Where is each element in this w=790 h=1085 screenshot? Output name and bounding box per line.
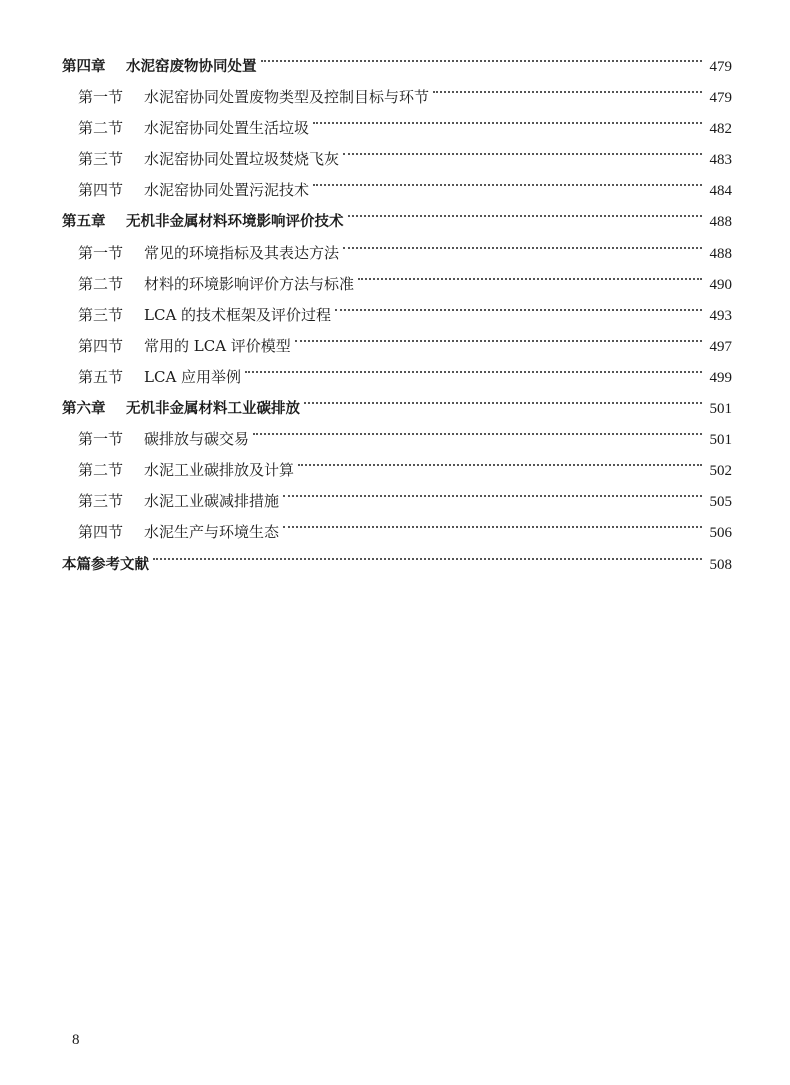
page-ref: 501 xyxy=(709,432,732,449)
page-ref: 483 xyxy=(709,152,732,169)
page-number: 8 xyxy=(72,1032,80,1048)
page-ref: 502 xyxy=(709,463,732,480)
section-title: 水泥窑协同处置生活垃圾 xyxy=(144,119,310,138)
chapter-title: 水泥窑废物协同处置 xyxy=(126,59,257,75)
section-title: 水泥窑协同处置废物类型及控制目标与环节 xyxy=(144,88,430,107)
dot-leader xyxy=(261,40,703,71)
dot-leader xyxy=(335,289,702,320)
section-number: 第三节 xyxy=(78,150,124,169)
page-ref: 479 xyxy=(709,59,732,75)
dot-leader xyxy=(358,258,702,289)
dot-leader xyxy=(298,444,702,475)
page-ref: 506 xyxy=(709,525,732,542)
chapter-title: 无机非金属材料工业碳排放 xyxy=(126,401,300,418)
section-number: 第四节 xyxy=(78,523,124,542)
section-number: 第五节 xyxy=(78,367,124,386)
chapter-number: 第六章 xyxy=(62,401,106,418)
section-title: LCA 的技术框架及评价过程 xyxy=(144,305,332,324)
page-ref: 501 xyxy=(709,401,732,418)
section-number: 第二节 xyxy=(78,274,124,293)
dot-leader xyxy=(348,195,703,226)
dot-leader xyxy=(313,164,702,195)
toc-chapter-entry xyxy=(62,538,732,573)
dot-leader xyxy=(343,133,702,164)
section-number: 第二节 xyxy=(78,119,124,138)
table-of-contents xyxy=(62,40,732,573)
section-title: 碳排放与碳交易 xyxy=(144,430,250,449)
chapter-number: 第四章 xyxy=(62,59,106,75)
section-title: LCA 应用举例 xyxy=(144,367,242,386)
section-number: 第三节 xyxy=(78,492,124,511)
section-title: 水泥生产与环境生态 xyxy=(144,523,280,542)
dot-leader xyxy=(283,506,702,537)
section-number: 第一节 xyxy=(78,88,124,107)
section-title: 水泥窑协同处置垃圾焚烧飞灰 xyxy=(144,150,340,169)
section-title: 常用的 LCA 评价模型 xyxy=(144,336,291,355)
dot-leader xyxy=(313,102,702,133)
page-ref: 488 xyxy=(709,245,732,262)
section-number: 第三节 xyxy=(78,305,124,324)
dot-leader xyxy=(245,351,702,382)
dot-leader xyxy=(304,382,702,413)
dot-leader xyxy=(253,413,702,444)
page-ref: 479 xyxy=(709,90,732,107)
section-number: 第四节 xyxy=(78,181,124,200)
section-title: 材料的环境影响评价方法与标准 xyxy=(144,274,355,293)
section-number: 第一节 xyxy=(78,430,124,449)
dot-leader xyxy=(433,71,702,102)
section-title: 水泥工业碳减排措施 xyxy=(144,492,280,511)
section-number: 第一节 xyxy=(78,243,124,262)
page-ref: 484 xyxy=(709,183,732,200)
chapter-number: 第五章 xyxy=(62,214,106,231)
section-title: 水泥窑协同处置污泥技术 xyxy=(144,181,310,200)
page-ref: 505 xyxy=(709,494,732,511)
dot-leader xyxy=(343,227,702,258)
section-number: 第二节 xyxy=(78,461,124,480)
dot-leader xyxy=(283,475,702,506)
chapter-title: 无机非金属材料环境影响评价技术 xyxy=(126,214,344,231)
page-ref: 490 xyxy=(709,276,732,293)
section-title: 水泥工业碳排放及计算 xyxy=(144,461,295,480)
section-title: 常见的环境指标及其表达方法 xyxy=(144,243,340,262)
chapter-title: 本篇参考文献 xyxy=(62,556,149,573)
toc-chapter-entry xyxy=(62,40,732,75)
page-ref: 497 xyxy=(709,338,732,355)
page-ref: 499 xyxy=(709,369,732,386)
page-ref: 508 xyxy=(709,556,732,573)
dot-leader xyxy=(295,320,702,351)
page-ref: 482 xyxy=(709,121,732,138)
page-ref: 488 xyxy=(709,214,732,231)
section-number: 第四节 xyxy=(78,336,124,355)
dot-leader xyxy=(153,538,702,569)
page-ref: 493 xyxy=(709,307,732,324)
